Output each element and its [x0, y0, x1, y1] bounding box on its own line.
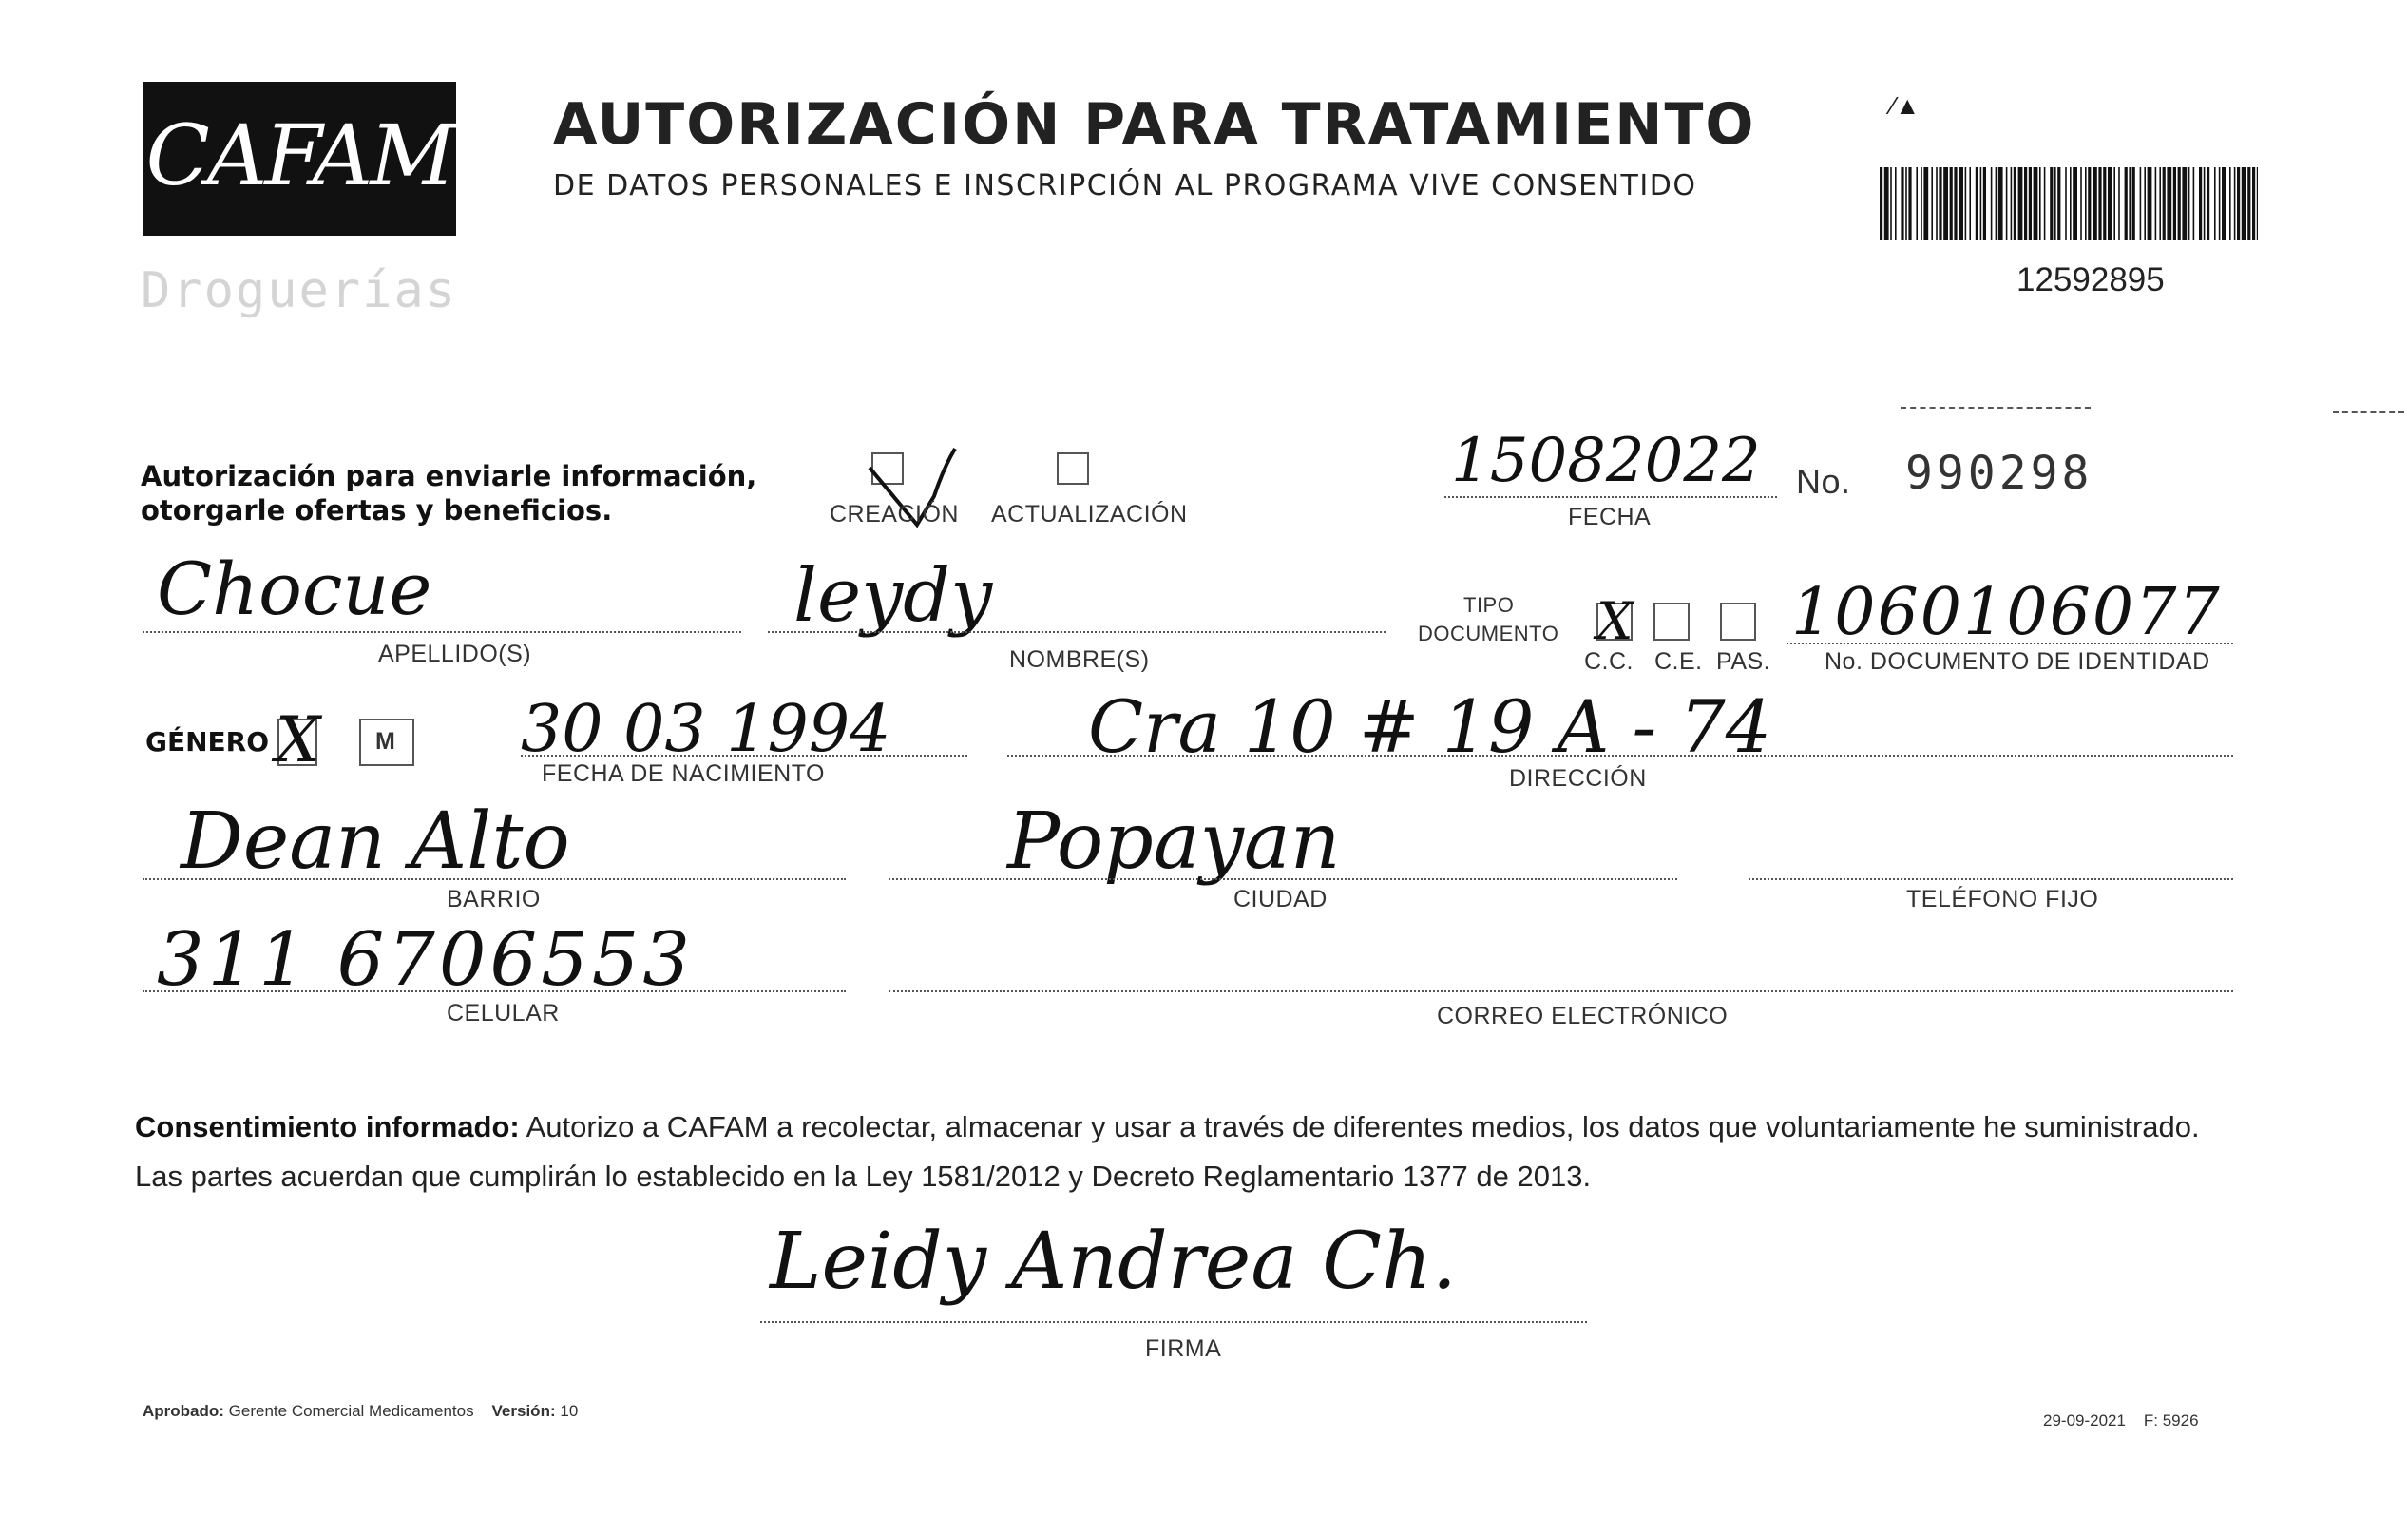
apellido-label: APELLIDO(S): [378, 641, 532, 667]
logo-subtitle: Droguerías: [141, 262, 458, 319]
documento-label: DOCUMENTO: [1418, 622, 1559, 645]
pas-checkbox[interactable]: [1720, 603, 1756, 641]
consent-paragraph: [135, 1103, 2264, 1201]
tipo-label: TIPO: [1463, 593, 1515, 617]
consent-bold: Consentimiento informado:: [135, 1110, 520, 1143]
version-value: 10: [560, 1402, 579, 1420]
direccion-label: DIRECCIÓN: [1509, 765, 1647, 792]
documento-numero-label: No. DOCUMENTO DE IDENTIDAD: [1825, 648, 2210, 675]
pas-label: PAS.: [1716, 648, 1771, 675]
fecha-line: [1444, 496, 1777, 498]
apellido-value: Chocue: [157, 547, 432, 631]
apellido-line[interactable]: [143, 631, 741, 633]
fecha-value: 15082022: [1451, 426, 1761, 496]
footer-approved: [143, 1402, 578, 1421]
consent-text-2: Las partes acuerdan que cumplirán lo establecido en la Ley 1581/2012 y Decreto Reglamentario 1377 de 2013.: [135, 1160, 1592, 1193]
form-subtitle: DE DATOS PERSONALES E INSCRIPCIÓN AL PROGRAMA VIVE CONSENTIDO: [553, 169, 1697, 202]
telefono-label: TELÉFONO FIJO: [1906, 886, 2099, 912]
divider: [1901, 407, 2091, 409]
ce-label: C.E.: [1654, 648, 1703, 675]
no-value: 990298: [1905, 447, 2093, 500]
nacimiento-line[interactable]: [521, 755, 967, 757]
no-label: No.: [1796, 462, 1851, 501]
form-title: AUTORIZACIÓN PARA TRATAMIENTO: [553, 91, 1756, 158]
authorization-heading-1: Autorización para enviarle información,: [141, 460, 757, 492]
cc-mark: X: [1596, 591, 1634, 651]
actualizacion-checkbox[interactable]: [1057, 452, 1089, 485]
barcode-number: 12592895: [2016, 261, 2165, 298]
genero-label: GÉNERO: [145, 726, 270, 758]
ciudad-label: CIUDAD: [1233, 886, 1328, 912]
nombre-line[interactable]: [768, 631, 1386, 633]
correo-label: CORREO ELECTRÓNICO: [1437, 1003, 1729, 1029]
barcode: [1880, 167, 2258, 240]
consent-text-1: Autorizo a CAFAM a recolectar, almacenar y usar a través de diferentes medios, los datos que voluntariamente he suministrado.: [519, 1110, 2200, 1143]
footer-date: [2043, 1411, 2199, 1430]
cc-label: C.C.: [1584, 648, 1634, 675]
nombre-label: NOMBRE(S): [1009, 646, 1150, 673]
signature-value: Leidy Andrea Ch.: [770, 1217, 1457, 1307]
ciudad-value: Popayan: [1007, 796, 1341, 887]
signature-line[interactable]: [760, 1321, 1587, 1323]
scan-mark-icon: ⁄▲: [1891, 91, 1921, 120]
celular-label: CELULAR: [447, 1000, 560, 1027]
barrio-line[interactable]: [143, 878, 846, 880]
footer-code: F: 5926: [2143, 1411, 2199, 1429]
aprobado-value: Gerente Comercial Medicamentos: [228, 1402, 474, 1420]
aprobado-label: Aprobado:: [143, 1402, 224, 1420]
ciudad-line[interactable]: [889, 878, 1677, 880]
celular-value: 311 6706553: [157, 917, 695, 1003]
nombre-value: leydy: [793, 553, 993, 639]
version-label: Versión:: [491, 1402, 556, 1420]
creacion-label: CREACIÓN: [830, 501, 959, 528]
genero-m-label: M: [375, 728, 396, 755]
nacimiento-label: FECHA DE NACIMIENTO: [542, 760, 825, 787]
fecha-label: FECHA: [1568, 504, 1652, 530]
ce-checkbox[interactable]: [1653, 603, 1690, 641]
genero-f-mark: X: [276, 703, 320, 777]
direccion-line[interactable]: [1007, 755, 2233, 757]
barrio-label: BARRIO: [447, 886, 541, 912]
footer-date-value: 29-09-2021: [2043, 1411, 2126, 1429]
logo-text: CAFAM: [145, 106, 453, 204]
authorization-heading-2: otorgarle ofertas y beneficios.: [141, 494, 613, 527]
documento-value: 1060106077: [1791, 575, 2222, 650]
documento-line[interactable]: [1787, 643, 2233, 644]
direccion-value: Cra 10 # 19 A - 74: [1088, 684, 1772, 769]
actualizacion-label: ACTUALIZACIÓN: [991, 501, 1188, 528]
correo-line[interactable]: [889, 990, 2233, 992]
divider: [2333, 411, 2404, 413]
telefono-line[interactable]: [1749, 878, 2233, 880]
signature-label: FIRMA: [1145, 1335, 1222, 1362]
barrio-value: Dean Alto: [181, 796, 570, 887]
celular-line[interactable]: [143, 990, 846, 992]
nacimiento-value: 30 03 1994: [521, 692, 891, 767]
